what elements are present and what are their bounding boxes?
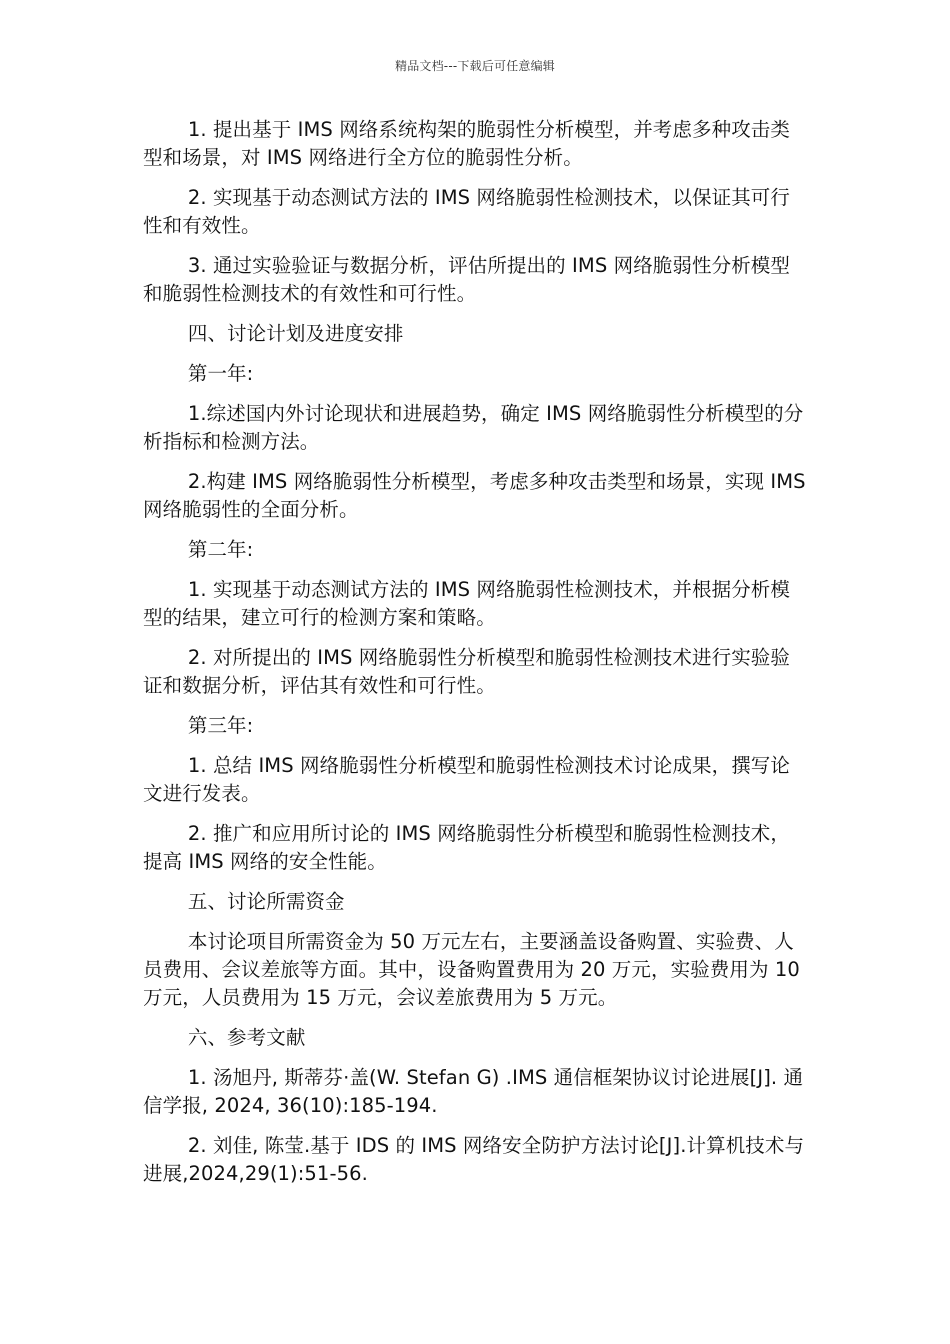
- year-2-item-1: 1. 实现基于动态测试方法的 IMS 网络脆弱性检测技术，并根据分析模型的结果，建立可行的检测方案和策略。: [143, 578, 790, 629]
- reference-1: 1. 汤旭丹, 斯蒂芬·盖(W. Stefan G) .IMS 通信框架协议讨论进展[J]. 通信学报, 2024, 36(10):185-194.: [143, 1066, 804, 1117]
- objective-1: 1. 提出基于 IMS 网络系统构架的脆弱性分析模型，并考虑多种攻击类型和场景，对 IMS 网络进行全方位的脆弱性分析。: [143, 118, 790, 169]
- year-3-heading: 第三年:: [187, 714, 254, 737]
- document-body: [143, 116, 808, 1200]
- section-heading-funding: 五、讨论所需资金: [187, 890, 345, 913]
- year-1-item-2: 2.构建 IMS 网络脆弱性分析模型，考虑多种攻击类型和场景，实现 IMS 网络脆弱性的全面分析。: [143, 470, 806, 521]
- section-heading-schedule: 四、讨论计划及进度安排: [187, 322, 404, 345]
- objective-3: 3. 通过实验验证与数据分析，评估所提出的 IMS 网络脆弱性分析模型和脆弱性检测技术的有效性和可行性。: [143, 254, 790, 305]
- year-1-item-1: 1.综述国内外讨论现状和进展趋势，确定 IMS 网络脆弱性分析模型的分析指标和检测方法。: [143, 402, 804, 453]
- year-3-item-1: 1. 总结 IMS 网络脆弱性分析模型和脆弱性检测技术讨论成果，撰写论文进行发表。: [143, 754, 790, 805]
- year-3-item-2: 2. 推广和应用所讨论的 IMS 网络脆弱性分析模型和脆弱性检测技术，提高 IMS 网络的安全性能。: [143, 822, 790, 873]
- page-header: 精品文档---下载后可任意编辑: [395, 59, 555, 73]
- section-heading-references: 六、参考文献: [187, 1026, 306, 1049]
- year-2-item-2: 2. 对所提出的 IMS 网络脆弱性分析模型和脆弱性检测技术进行实验验证和数据分析，评估其有效性和可行性。: [143, 646, 790, 697]
- year-1-heading: 第一年:: [187, 362, 254, 385]
- year-2-heading: 第二年:: [187, 538, 254, 561]
- objective-2: 2. 实现基于动态测试方法的 IMS 网络脆弱性检测技术，以保证其可行性和有效性。: [143, 186, 790, 237]
- reference-2: 2. 刘佳, 陈莹.基于 IDS 的 IMS 网络安全防护方法讨论[J].计算机技术与进展,2024,29(1):51-56.: [143, 1134, 805, 1185]
- funding-paragraph: 本讨论项目所需资金为 50 万元左右，主要涵盖设备购置、实验费、人员费用、会议差旅等方面。其中，设备购置费用为 20 万元，实验费用为 10 万元，人员费用为 15 万元，会议差旅费用为 5 万元。: [143, 930, 800, 1009]
